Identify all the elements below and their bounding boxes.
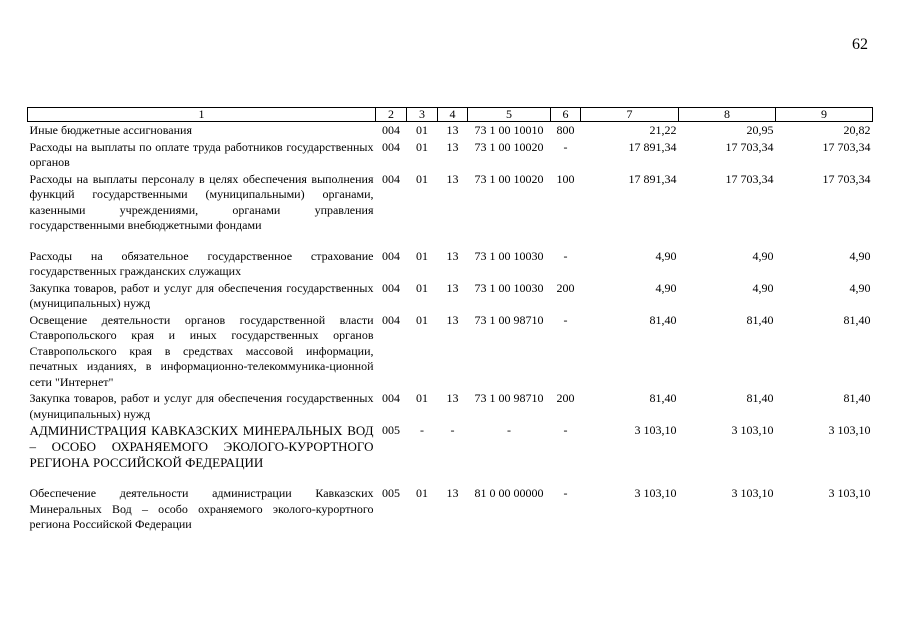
header-cell-6: 6 (551, 108, 581, 122)
cell-code-4: 13 (446, 248, 459, 263)
cell-code-3: 01 (416, 248, 428, 263)
cell-amount-9: 17 703,34 (822, 171, 871, 186)
row-description: Освещение деятельности органов государственной власти Ставропольского края и иных государственных органов Ставропольского края в средствах массовой информации, печатных изданиях, в информационно-телекоммуника-ционной сети "Интернет" (29, 312, 374, 389)
table-row (28, 485, 873, 533)
cell-amount-9: 3 103,10 (828, 486, 871, 500)
cell-code-3: 01 (416, 123, 428, 137)
cell-amount-8: 3 103,10 (731, 486, 774, 500)
row-description: Иные бюджетные ассигнования (29, 123, 192, 137)
header-cell-4: 4 (438, 108, 468, 122)
cell-code-2: 004 (382, 312, 400, 327)
table-row (28, 312, 873, 391)
cell-code-6: - (563, 248, 568, 263)
row-description: АДМИНИСТРАЦИЯ КАВКАЗСКИХ МИНЕРАЛЬНЫХ ВОД – ОСОБО ОХРАНЯЕМОГО ЭКОЛОГО-КУРОРТНОГО РЕГИОНА РОССИЙСКОЙ ФЕДЕРАЦИИ (29, 423, 374, 470)
cell-amount-9: 81,40 (843, 312, 871, 327)
cell-amount-8: 4,90 (752, 248, 774, 263)
cell-code-6: - (563, 486, 568, 500)
cell-code-5: 73 1 00 98710 (474, 312, 544, 327)
row-description: Расходы на выплаты персоналу в целях обеспечения выполнения функций государственными (муниципальными) органами, казенными учреждениями, органами управления государственными внебюджетными фондами (29, 171, 374, 232)
header-cell-1: 1 (28, 108, 376, 122)
row-description: Обеспечение деятельности администрации Кавказских Минеральных Вод – особо охраняемого эколого-курортного региона Российской Федерации (29, 486, 374, 531)
cell-code-3: 01 (416, 312, 428, 327)
cell-amount-7: 81,40 (649, 312, 677, 327)
cell-amount-7: 4,90 (655, 248, 677, 263)
table-row (28, 139, 873, 171)
header-cell-5: 5 (468, 108, 551, 122)
cell-amount-8: 3 103,10 (731, 423, 774, 437)
cell-amount-8: 20,95 (746, 123, 774, 137)
cell-amount-7: 81,40 (649, 391, 677, 405)
cell-code-6: 200 (556, 280, 575, 295)
table-row (28, 171, 873, 248)
cell-amount-8: 81,40 (746, 312, 774, 327)
cell-code-2: 004 (382, 139, 400, 154)
cell-amount-8: 17 703,34 (725, 139, 774, 154)
cell-amount-7: 17 891,34 (628, 171, 677, 186)
cell-amount-7: 3 103,10 (634, 423, 677, 437)
table-row (28, 390, 873, 422)
cell-code-5: 73 1 00 10030 (474, 248, 544, 263)
cell-code-2: 004 (382, 248, 400, 263)
cell-code-2: 004 (382, 391, 400, 405)
cell-code-5: 73 1 00 98710 (474, 391, 544, 405)
cell-code-5: 73 1 00 10030 (474, 280, 544, 295)
cell-amount-9: 4,90 (849, 248, 871, 263)
cell-amount-9: 81,40 (843, 391, 871, 405)
cell-code-2: 004 (382, 171, 400, 186)
cell-amount-8: 81,40 (746, 391, 774, 405)
cell-code-3: - (420, 423, 424, 437)
page-number: 62 (852, 36, 868, 53)
row-description: Закупка товаров, работ и услуг для обеспечения государственных (муниципальных) нужд (29, 391, 374, 421)
cell-code-4: 13 (446, 486, 459, 500)
header-cell-8: 8 (679, 108, 776, 122)
cell-amount-7: 3 103,10 (634, 486, 677, 500)
cell-code-3: 01 (416, 280, 428, 295)
header-cell-7: 7 (581, 108, 679, 122)
cell-code-3: 01 (416, 171, 428, 186)
budget-table (27, 107, 873, 533)
cell-code-6: - (563, 423, 568, 437)
row-description: Расходы на обязательное государственное страхование государственных гражданских служащих (29, 248, 374, 278)
cell-code-4: - (450, 423, 455, 437)
cell-amount-9: 20,82 (843, 123, 871, 137)
row-description: Закупка товаров, работ и услуг для обеспечения государственных (муниципальных) нужд (29, 280, 374, 310)
cell-code-2: 004 (382, 280, 400, 295)
table-row (28, 422, 873, 485)
cell-code-4: 13 (446, 391, 459, 405)
cell-code-2: 005 (382, 486, 400, 500)
cell-code-3: 01 (416, 139, 428, 154)
table-row (28, 280, 873, 312)
cell-amount-8: 17 703,34 (725, 171, 774, 186)
cell-code-3: 01 (416, 391, 428, 405)
cell-code-3: 01 (416, 486, 428, 500)
cell-amount-9: 3 103,10 (828, 423, 871, 437)
cell-code-6: 200 (556, 391, 575, 405)
cell-code-4: 13 (446, 123, 459, 137)
cell-code-5: 73 1 00 10010 (474, 123, 544, 137)
cell-code-5: 73 1 00 10020 (474, 171, 544, 186)
cell-code-6: 800 (556, 123, 575, 137)
header-cell-9: 9 (776, 108, 873, 122)
header-cell-3: 3 (407, 108, 438, 122)
cell-code-4: 13 (446, 280, 459, 295)
header-cell-2: 2 (376, 108, 407, 122)
table-header-row (28, 108, 873, 122)
cell-code-5: 73 1 00 10020 (474, 139, 544, 154)
cell-code-6: - (563, 139, 568, 154)
cell-amount-8: 4,90 (752, 280, 774, 295)
cell-amount-7: 17 891,34 (628, 139, 677, 154)
cell-code-6: 100 (556, 171, 575, 186)
cell-code-4: 13 (446, 139, 459, 154)
cell-code-6: - (563, 312, 568, 327)
cell-code-5: - (507, 423, 511, 437)
cell-amount-7: 4,90 (655, 280, 677, 295)
cell-amount-7: 21,22 (649, 123, 677, 137)
cell-code-5: 81 0 00 00000 (474, 486, 544, 500)
cell-amount-9: 4,90 (849, 280, 871, 295)
cell-code-2: 004 (382, 123, 400, 137)
cell-code-4: 13 (446, 171, 459, 186)
cell-code-4: 13 (446, 312, 459, 327)
row-description: Расходы на выплаты по оплате труда работников государственных органов (29, 139, 374, 169)
table-row (28, 122, 873, 139)
cell-code-2: 005 (382, 423, 400, 437)
table-row (28, 248, 873, 280)
cell-amount-9: 17 703,34 (822, 139, 871, 154)
